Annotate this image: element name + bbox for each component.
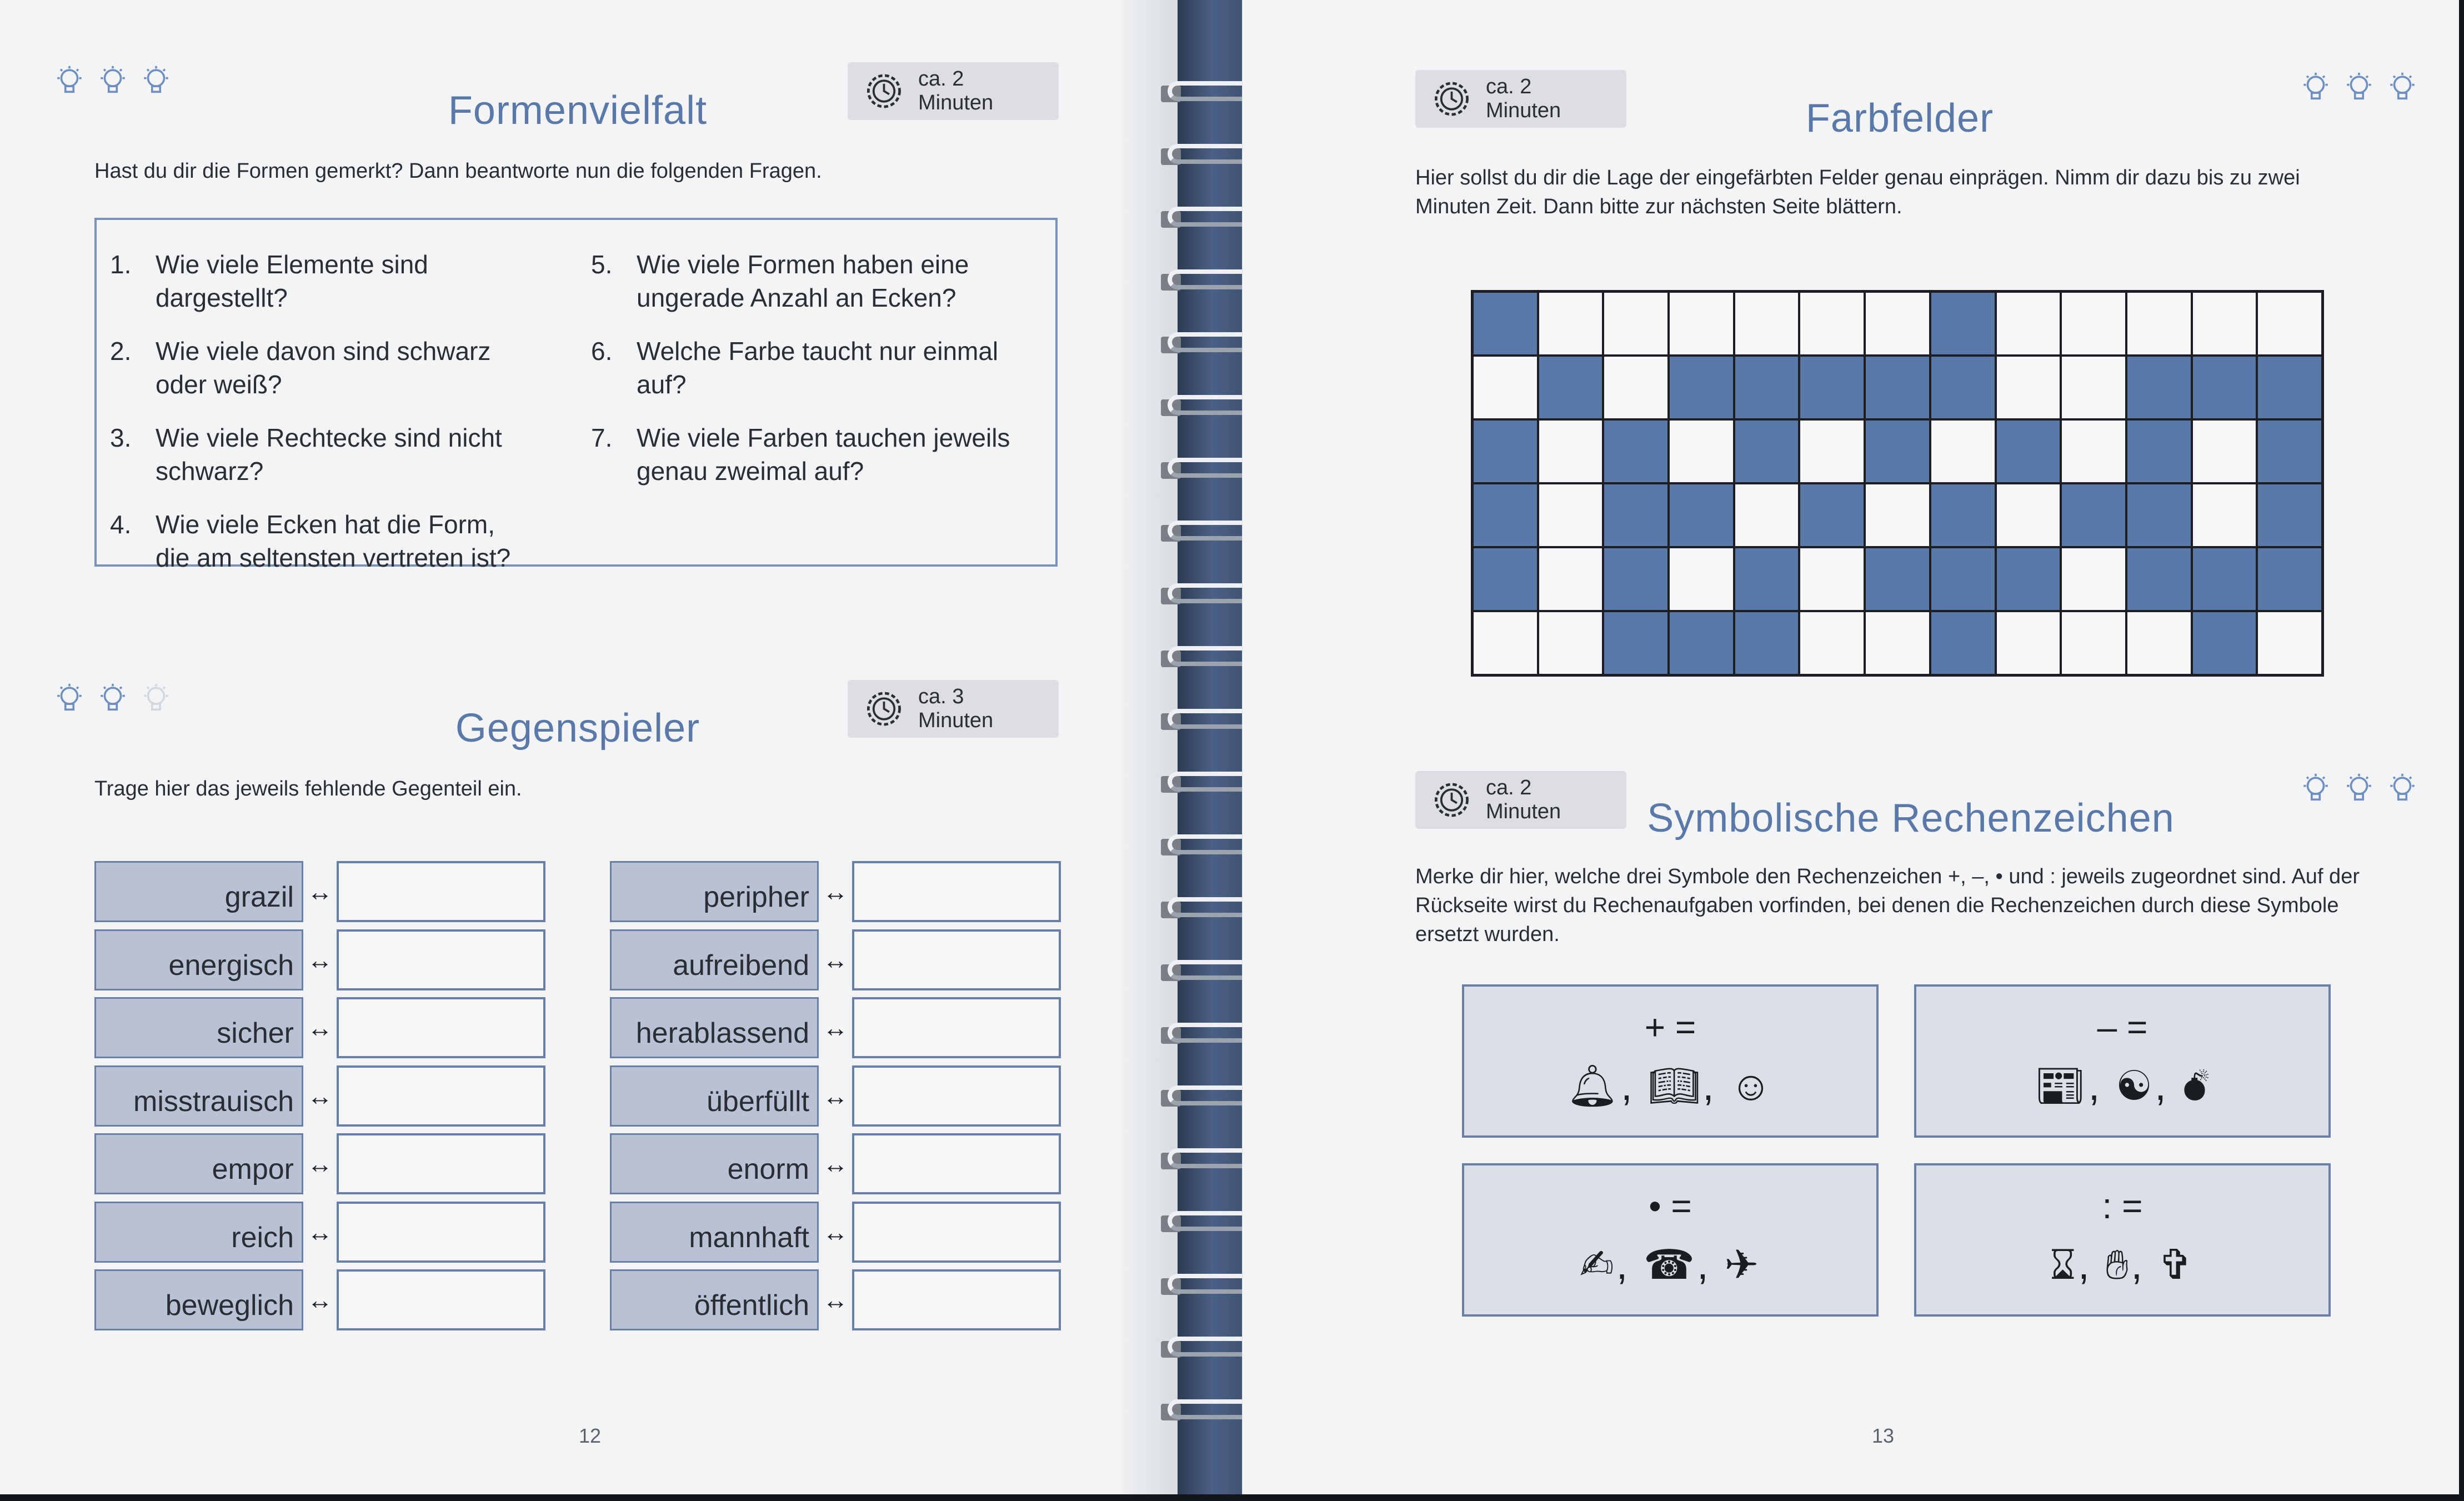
grid-cell	[1538, 419, 1604, 483]
section-intro-line-2: Minuten Zeit. Dann bitte zur nächsten Seite blättern.	[1415, 195, 1902, 218]
grid-cell	[1865, 356, 1930, 419]
question-text: Wie viele Formen haben eine ungerade Anzahl an Ecken?	[637, 250, 969, 312]
grid-cell	[2192, 547, 2257, 611]
question-text: Wie viele Rechtecke sind nicht schwarz?	[156, 423, 502, 486]
question-number: 4.	[110, 510, 132, 539]
antonym-pair	[94, 1133, 545, 1194]
symbol-group: 📰︎, ☯, 💣︎	[2034, 1063, 2211, 1109]
grid-cell	[1473, 356, 1538, 419]
grid-cell	[1996, 611, 2061, 675]
lightbulb-icon-faded	[140, 682, 172, 714]
antonym-pair	[94, 1065, 545, 1127]
antonym-pair	[94, 929, 545, 990]
grid-cell	[1930, 483, 1996, 547]
question-number: 1.	[110, 250, 132, 279]
section-title-gegenspieler: Gegenspieler	[455, 706, 700, 750]
antonym-pair	[610, 997, 1061, 1058]
grid-cell	[1930, 292, 1996, 356]
lightbulb-icon	[2386, 772, 2418, 804]
grid-cell	[1799, 419, 1865, 483]
section-title-formenvielfalt: Formenvielfalt	[448, 88, 708, 133]
grid-cell	[2257, 483, 2322, 547]
section-title-symbolische-rechenzeichen: Symbolische Rechenzeichen	[1647, 796, 2175, 840]
timer-label: ca. 2 Minuten	[918, 67, 994, 114]
grid-cell	[1669, 419, 1734, 483]
grid-cell	[1473, 611, 1538, 675]
grid-cell	[1996, 356, 2061, 419]
antonym-pair	[94, 1269, 545, 1330]
grid-cell	[2061, 547, 2126, 611]
antonym-word: peripher	[610, 861, 819, 922]
question-item	[110, 334, 554, 401]
grid-cell	[1799, 356, 1865, 419]
grid-cell	[1734, 611, 1800, 675]
antonym-word: reich	[94, 1202, 303, 1263]
double-arrow-icon: ↔	[823, 1217, 848, 1247]
grid-cell	[1603, 547, 1669, 611]
answer-field[interactable]	[852, 1065, 1061, 1127]
antonym-pair	[94, 1202, 545, 1263]
question-item	[110, 248, 554, 314]
grid-cell	[1930, 356, 1996, 419]
question-item	[110, 508, 554, 574]
operator-label: • =	[1649, 1186, 1692, 1226]
difficulty-rating	[2300, 71, 2418, 103]
question-item	[591, 334, 1035, 401]
lightbulb-icon	[140, 64, 172, 97]
section-title-farbfelder: Farbfelder	[1805, 96, 1994, 141]
timer-badge	[1415, 771, 1626, 829]
question-number: 3.	[110, 423, 132, 452]
answer-field[interactable]	[852, 1202, 1061, 1263]
grid-cell	[1603, 483, 1669, 547]
grid-cell	[1996, 292, 2061, 356]
answer-field[interactable]	[852, 997, 1061, 1058]
question-number: 2.	[110, 337, 132, 366]
grid-cell	[1538, 611, 1604, 675]
difficulty-rating	[53, 682, 172, 714]
lightbulb-icon	[97, 682, 129, 714]
antonym-word: überfüllt	[610, 1065, 819, 1127]
question-text: Wie viele Elemente sind dargestellt?	[156, 250, 428, 312]
answer-field[interactable]	[852, 1269, 1061, 1330]
lightbulb-icon	[53, 64, 86, 97]
double-arrow-icon: ↔	[307, 1285, 333, 1314]
antonym-word: sicher	[94, 997, 303, 1058]
grid-cell	[1996, 547, 2061, 611]
answer-field[interactable]	[337, 861, 545, 922]
symbol-box-minus	[1914, 984, 2331, 1138]
grid-cell	[1473, 547, 1538, 611]
double-arrow-icon: ↔	[307, 1149, 333, 1178]
double-arrow-icon: ↔	[823, 1013, 848, 1042]
question-text: Wie viele Farben tauchen jeweils genau zweimal auf?	[637, 423, 1010, 486]
page-number: 12	[579, 1424, 602, 1447]
grid-cell	[2126, 419, 2192, 483]
grid-cell	[2192, 483, 2257, 547]
grid-cell	[2126, 547, 2192, 611]
double-arrow-icon: ↔	[823, 1285, 848, 1314]
grid-cell	[1538, 356, 1604, 419]
symbol-box-divide	[1914, 1163, 2331, 1317]
grid-cell	[2192, 356, 2257, 419]
answer-field[interactable]	[852, 929, 1061, 990]
double-arrow-icon: ↔	[307, 877, 333, 906]
symbol-box-times	[1462, 1163, 1879, 1317]
antonym-pair	[610, 861, 1061, 922]
antonym-word: herablassend	[610, 997, 819, 1058]
grid-cell	[1538, 547, 1604, 611]
question-number: 6.	[591, 337, 613, 366]
grid-cell	[1799, 547, 1865, 611]
timer-label: ca. 3 Minuten	[918, 685, 994, 732]
grid-cell	[1669, 611, 1734, 675]
page-number: 13	[1872, 1424, 1895, 1447]
difficulty-rating	[53, 64, 172, 97]
lightbulb-icon	[2386, 71, 2418, 103]
lightbulb-icon	[2343, 71, 2375, 103]
grid-cell	[2126, 483, 2192, 547]
grid-cell	[1538, 292, 1604, 356]
answer-field[interactable]	[337, 1133, 545, 1194]
timer-badge	[848, 680, 1059, 738]
answer-field[interactable]	[337, 1065, 545, 1127]
grid-cell	[2061, 356, 2126, 419]
section-intro-line-3: ersetzt wurden.	[1415, 923, 1560, 946]
grid-cell	[1930, 547, 1996, 611]
grid-cell	[1799, 292, 1865, 356]
grid-cell	[2192, 292, 2257, 356]
antonym-pair	[610, 1133, 1061, 1194]
operator-label: – =	[2097, 1007, 2148, 1047]
grid-cell	[1865, 611, 1930, 675]
double-arrow-icon: ↔	[307, 1081, 333, 1110]
antonym-pair	[610, 1269, 1061, 1330]
double-arrow-icon: ↔	[823, 945, 848, 974]
grid-cell	[2126, 611, 2192, 675]
clock-gear-icon	[1431, 779, 1473, 821]
symbol-box-plus	[1462, 984, 1879, 1138]
question-text: Welche Farbe taucht nur einmal auf?	[637, 337, 999, 399]
answer-field[interactable]	[337, 1202, 545, 1263]
answer-field[interactable]	[337, 1269, 545, 1330]
grid-cell	[1799, 483, 1865, 547]
antonym-word: öffentlich	[610, 1269, 819, 1330]
lightbulb-icon	[2300, 71, 2332, 103]
antonym-word: beweglich	[94, 1269, 303, 1330]
antonym-word: aufreibend	[610, 929, 819, 990]
antonym-pair	[94, 997, 545, 1058]
grid-cell	[1865, 483, 1930, 547]
section-intro: Trage hier das jeweils fehlende Gegenteil ein.	[94, 777, 522, 800]
grid-cell	[2257, 419, 2322, 483]
section-intro: Hast du dir die Formen gemerkt? Dann beantworte nun die folgenden Fragen.	[94, 159, 822, 183]
grid-cell	[1734, 547, 1800, 611]
section-intro-line-1: Merke dir hier, welche drei Symbole den Rechenzeichen +, –, • und : jeweils zugeordnet sind. Auf der	[1415, 865, 2360, 888]
grid-cell	[2257, 547, 2322, 611]
grid-cell	[1473, 292, 1538, 356]
grid-cell	[1865, 419, 1930, 483]
lightbulb-icon	[97, 64, 129, 97]
section-intro-line-2: Rückseite wirst du Rechenaufgaben vorfinden, bei denen die Rechenzeichen durch diese Symbole	[1415, 894, 2339, 917]
grid-cell	[2126, 292, 2192, 356]
grid-cell	[2061, 611, 2126, 675]
symbol-group: ✍︎, ☎, ✈	[1579, 1242, 1761, 1288]
grid-cell	[2061, 483, 2126, 547]
color-field-grid	[1471, 290, 2324, 677]
clock-gear-icon	[1431, 78, 1473, 120]
grid-cell	[2061, 292, 2126, 356]
antonym-pair	[610, 1065, 1061, 1127]
operator-label: + =	[1644, 1007, 1696, 1047]
grid-cell	[1538, 483, 1604, 547]
grid-cell	[1734, 483, 1800, 547]
double-arrow-icon: ↔	[307, 1217, 333, 1247]
grid-cell	[2257, 611, 2322, 675]
clock-gear-icon	[863, 688, 905, 730]
answer-field[interactable]	[337, 929, 545, 990]
lightbulb-icon	[2300, 772, 2332, 804]
grid-cell	[1669, 292, 1734, 356]
grid-cell	[1734, 292, 1800, 356]
question-item	[591, 248, 1035, 314]
antonym-pair	[610, 1202, 1061, 1263]
operator-label: : =	[2102, 1186, 2143, 1226]
grid-cell	[1996, 483, 2061, 547]
question-item	[110, 421, 554, 488]
grid-cell	[1734, 356, 1800, 419]
answer-field[interactable]	[852, 1133, 1061, 1194]
double-arrow-icon: ↔	[823, 1149, 848, 1178]
grid-cell	[2061, 419, 2126, 483]
question-number: 7.	[591, 423, 613, 452]
question-text: Wie viele davon sind schwarz oder weiß?	[156, 337, 491, 399]
timer-label: ca. 2 Minuten	[1485, 776, 1561, 823]
grid-cell	[1734, 419, 1800, 483]
section-intro-line-1: Hier sollst du dir die Lage der eingefärbten Felder genau einprägen. Nimm dir dazu bis zu zwei	[1415, 166, 2300, 189]
grid-cell	[2126, 356, 2192, 419]
question-column-2	[591, 248, 1035, 508]
antonym-word: energisch	[94, 929, 303, 990]
antonym-word: grazil	[94, 861, 303, 922]
grid-cell	[1799, 611, 1865, 675]
antonym-pair	[94, 861, 545, 922]
answer-field[interactable]	[852, 861, 1061, 922]
timer-badge	[1415, 70, 1626, 128]
lightbulb-icon	[2343, 772, 2375, 804]
grid-cell	[1669, 483, 1734, 547]
antonym-pair	[610, 929, 1061, 990]
timer-badge	[848, 62, 1059, 120]
grid-cell	[1473, 419, 1538, 483]
clock-gear-icon	[863, 70, 905, 112]
symbol-group: 🔔︎, 📖︎, ☺	[1566, 1063, 1774, 1109]
question-item	[591, 421, 1035, 488]
question-column-1	[110, 248, 554, 594]
double-arrow-icon: ↔	[823, 1081, 848, 1110]
timer-label: ca. 2 Minuten	[1485, 75, 1561, 122]
grid-cell	[1603, 356, 1669, 419]
answer-field[interactable]	[337, 997, 545, 1058]
grid-cell	[1669, 356, 1734, 419]
question-number: 5.	[591, 250, 613, 279]
grid-cell	[2192, 611, 2257, 675]
antonym-word: mannhaft	[610, 1202, 819, 1263]
grid-cell	[1930, 419, 1996, 483]
question-box	[94, 218, 1058, 572]
antonym-word: misstrauisch	[94, 1065, 303, 1127]
grid-cell	[1865, 292, 1930, 356]
grid-cell	[2192, 419, 2257, 483]
double-arrow-icon: ↔	[307, 1013, 333, 1042]
antonym-word: empor	[94, 1133, 303, 1194]
grid-cell	[1669, 547, 1734, 611]
symbol-group: ⌛︎, ✋︎, ✞	[2050, 1242, 2195, 1288]
grid-cell	[1603, 419, 1669, 483]
question-text: Wie viele Ecken hat die Form, die am seltensten vertreten ist?	[156, 510, 511, 572]
double-arrow-icon: ↔	[307, 945, 333, 974]
double-arrow-icon: ↔	[823, 877, 848, 906]
grid-cell	[2257, 356, 2322, 419]
difficulty-rating	[2300, 772, 2418, 804]
lightbulb-icon	[53, 682, 86, 714]
grid-cell	[1930, 611, 1996, 675]
grid-cell	[1603, 611, 1669, 675]
antonym-word: enorm	[610, 1133, 819, 1194]
grid-cell	[1996, 419, 2061, 483]
grid-cell	[1603, 292, 1669, 356]
grid-cell	[2257, 292, 2322, 356]
grid-cell	[1473, 483, 1538, 547]
grid-cell	[1865, 547, 1930, 611]
